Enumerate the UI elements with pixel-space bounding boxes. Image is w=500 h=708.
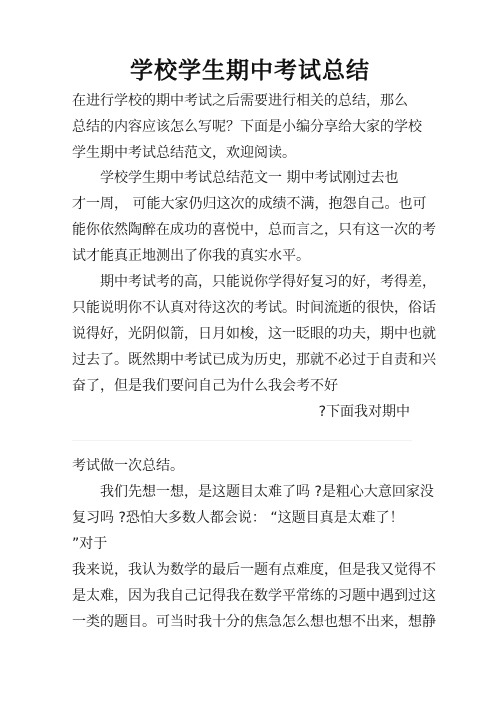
text-line: 我们先想一想，是这题目太难了吗 ?是粗心大意回家没 (100, 484, 434, 500)
text-line: 一类的题目。可当时我十分的焦急怎么想也想不出来，想静 (72, 614, 436, 630)
text-line: 复习吗 ?恐怕大多数人都会说： “这题目真是太难了！ (72, 510, 404, 526)
text-line: 是太难，因为我自己记得我在数学平常练的习题中遇到过这 (72, 588, 436, 604)
text-line: 说得好，光阴似箭，日月如梭，这一眨眼的功夫，期中也就 (72, 326, 436, 342)
text-line: 期中考试考的高，只能说你学得好复习的好，考得差， (100, 274, 436, 290)
text-line: 试才能真正地测出了你我的真实水平。 (72, 248, 310, 264)
blank-separator (72, 440, 412, 441)
text-line: 能你依然陶醉在成功的喜悦中，总而言之，只有这一次的考 (72, 222, 436, 238)
text-line: 考试做一次总结。 (72, 458, 184, 474)
document-title: 学校学生期中考试总结 (130, 58, 370, 84)
text-line: 学生期中考试总结范文，欢迎阅读。 (72, 145, 296, 161)
text-line: ”对于 (72, 536, 108, 552)
text-line: 总结的内容应该怎么写呢？下面是小编分享给大家的学校 (72, 119, 422, 135)
text-line: 在进行学校的期中考试之后需要进行相关的总结，那么 (72, 93, 408, 109)
text-line: ?下面我对期中 (318, 404, 410, 420)
text-line: 只能说明你不认真对待这次的考试。时间流逝的很快，俗话 (72, 300, 436, 316)
text-line: 才一周， 可能大家仍归这次的成绩不满，抱怨自己。也可 (72, 196, 427, 212)
text-line: 奋了，但是我们要问自己为什么我会考不好 (72, 378, 338, 394)
text-line: 学校学生期中考试总结范文一 期中考试刚过去也 (100, 170, 399, 186)
text-line: 过去了。既然期中考试已成为历史，那就不必过于自责和兴 (72, 352, 436, 368)
text-line: 我来说，我认为数学的最后一题有点难度，但是我又觉得不 (72, 562, 436, 578)
